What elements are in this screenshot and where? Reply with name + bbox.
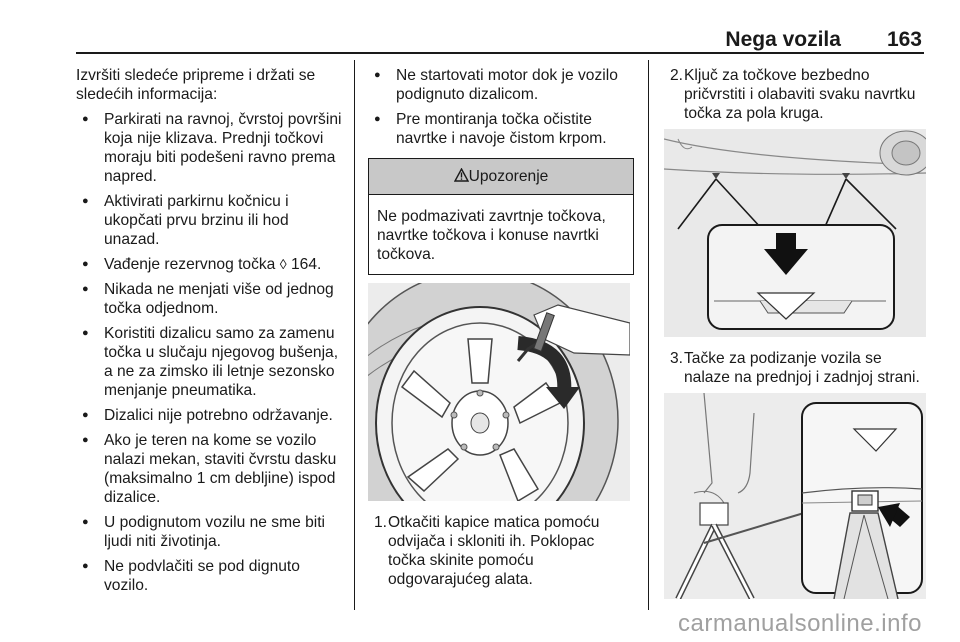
list-item: ● Koristiti dizalicu samo za zamenu točka u slučaju njegovog bušenja, a ne za zimsko ili letnje sezonsko menjanje pneumatika. — [76, 324, 348, 400]
page-reference-link[interactable]: 164. — [290, 256, 322, 273]
step-number: 3. — [670, 350, 684, 367]
header-divider — [76, 52, 924, 54]
warning-triangle-icon — [454, 168, 469, 182]
column-divider — [648, 60, 649, 610]
jack-lifting-point-illustration — [664, 393, 926, 599]
page-reference-icon: ◊ — [279, 256, 287, 272]
section-title: Nega vozila — [725, 28, 841, 51]
warning-text: Ne podmazivati zavrtnje točkova, navrtke točkova i konuse navrtki točkova. — [377, 208, 606, 263]
watermark: carmanualsonline.info — [678, 610, 922, 637]
intro-text: Izvršiti sledeće pripreme i držati se sledećih informacija: — [76, 67, 316, 103]
list-item: ● Dizalici nije potrebno održavanje. — [76, 406, 348, 425]
precaution-list — [76, 110, 348, 595]
wheel-illustration-icon — [368, 283, 630, 501]
list-item: ● Ako je teren na kome se vozilo nalazi mekan, staviti čvrstu dasku (maksimalno 1 cm debljine) ispod dizalice. — [76, 431, 348, 507]
step-list-1 — [368, 513, 634, 589]
step-text: Otkačiti kapice matica pomoću odvijača i skloniti ih. Poklopac točka skinite pomoću odgovarajućeg alata. — [388, 514, 600, 588]
page-header — [725, 28, 922, 52]
jack-point-marker-illustration — [664, 129, 926, 337]
step-number: 2. — [670, 67, 684, 84]
step-list-3 — [664, 349, 926, 387]
list-item: ● Parkirati na ravnoj, čvrstoj površini koja nije klizava. Prednji točkovi moraju biti podešeni ravno prema napred. — [76, 110, 348, 186]
list-item — [76, 255, 348, 274]
step-number: 1. — [374, 514, 388, 531]
step-text: Tačke za podizanje vozila se nalaze na prednjoj i zadnjoj strani. — [684, 350, 920, 386]
warning-title: Upozorenje — [468, 168, 549, 185]
list-item: ● U podignutom vozilu ne sme biti ljudi niti životinja. — [76, 513, 348, 551]
list-item: ● Nikada ne menjati više od jednog točka odjednom. — [76, 280, 348, 318]
list-item-text: Vađenje rezervnog točka — [104, 256, 276, 273]
precaution-list-2 — [368, 66, 634, 148]
list-item: ● Ne podvlačiti se pod dignuto vozilo. — [76, 557, 348, 595]
car-sill-marker-icon — [664, 129, 926, 337]
step-item — [664, 66, 926, 123]
warning-header — [369, 159, 633, 195]
column-3 — [664, 66, 926, 599]
step-text: Ključ za točkove bezbedno pričvrstiti i olabaviti svaku navrtku točka za pola kruga. — [684, 67, 916, 122]
step-list-2 — [664, 66, 926, 123]
warning-box — [368, 158, 634, 275]
step-item — [368, 513, 634, 589]
list-item: ● Pre montiranja točka očistite navrtke i navoje čistom krpom. — [368, 110, 634, 148]
column-divider — [354, 60, 355, 610]
wheel-cover-illustration — [368, 283, 630, 501]
column-1 — [76, 66, 348, 601]
jack-icon — [664, 393, 926, 599]
page-number: 163 — [886, 28, 922, 51]
column-2 — [368, 66, 634, 589]
list-item: ● Ne startovati motor dok je vozilo podignuto dizalicom. — [368, 66, 634, 104]
step-item — [664, 349, 926, 387]
list-item: ● Aktivirati parkirnu kočnicu i ukopčati prvu brzinu ili hod unazad. — [76, 192, 348, 249]
